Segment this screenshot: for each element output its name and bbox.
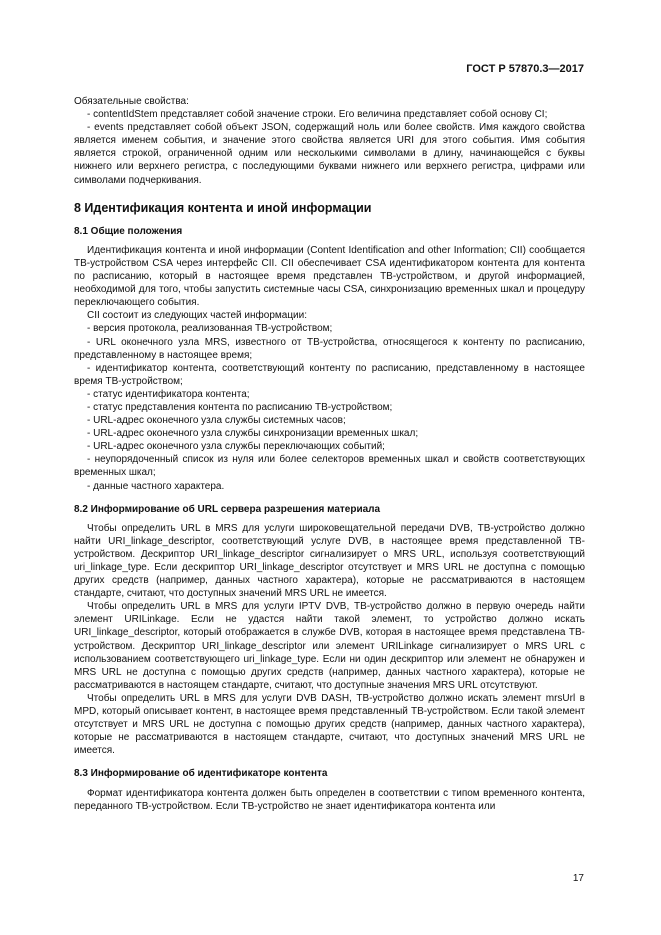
paragraph: Чтобы определить URL в MRS для услуги IPTV DVB, ТВ-устройство должно в первую очередь найти элемент URILinkage. Если не удастся найти такой элемент, то устройство должно искать URI_linkage_descriptor, который отображается в службе DVB, которая в настоящее время представлена ТВ-устройством. Дескриптор URI_linkage_descriptor или элемент URILinkage сигнализирует о MRS URL с использованием соответствующего uri_linkage_type. Если ни один дескриптор или элемент не обнаружен и MRS URL не доступна с помощью других средств (например, данных частного характера), которые не рассматриваются в настоящем стандарте, считают, что доступные значения MRS URL отсутствуют. xyxy=(74,601,585,691)
list-item: - версия протокола, реализованная ТВ-устройством; xyxy=(87,323,333,335)
list-item: - идентификатор контента, соответствующий контенту по расписанию, представленному в настоящее время ТВ-устройством; xyxy=(74,362,585,387)
section-8-1-title: 8.1 Общие положения xyxy=(74,225,183,237)
paragraph: Идентификация контента и иной информации (Content Identification and other Information; CII) сообщается ТВ-устройством CSA через интерфейс CII. CII обеспечивает CSA идентификатором контента для контента по расписанию, который в настоящее время представлен ТВ-устройством, и другой информацией, необходимой для того, чтобы запустить системные часы CSA, синхронизацию временных шкал и процедуру переключающего события. xyxy=(74,244,585,309)
page-content xyxy=(74,95,585,813)
paragraph: Чтобы определить URL в MRS для услуги широковещательной передачи DVB, ТВ-устройство должно найти URI_linkage_descriptor, соответствующий услуге DVB, в настоящее время представленной ТВ-устройством. Дескриптор URI_linkage_descriptor сигнализирует о MRS URL, используя соответствующий uri_linkage_type. Если дескриптор URI_linkage_descriptor отсутствует и MRS URL не доступна с помощью других средств (например, данных частного характера), которые не рассматриваются в настоящем стандарте, считают, что доступных значений MRS URL не имеется. xyxy=(74,522,585,600)
section-8-2-title: 8.2 Информирование об URL сервера разрешения материала xyxy=(74,503,381,515)
section-8-title: 8 Идентификация контента и иной информации xyxy=(74,200,372,215)
list-item: - неупорядоченный список из нуля или более селекторов временных шкал и свойств соответствующих временных шкал; xyxy=(74,454,585,479)
paragraph: Чтобы определить URL в MRS для услуги DVB DASH, ТВ-устройство должно искать элемент mrsUrl в MPD, который описывает контент, в настоящее время представленный ТВ-устройством. Если такой элемент отсутствует и MRS URL не доступна с помощью других средств (например, данных частного характера), которые не рассматриваются в настоящем стандарте, считают, что доступных значений MRS URL не имеется. xyxy=(74,692,585,757)
document-header: ГОСТ Р 57870.3—2017 xyxy=(466,63,584,75)
list-item: - статус представления контента по расписанию ТВ-устройством; xyxy=(87,401,393,413)
page-number: 17 xyxy=(572,873,584,884)
intro-item: - events представляет собой объект JSON, содержащий ноль или более свойств. Имя каждого свойства является именем события, и значение этого свойства является URI для этого события. Имя события является строкой, ограниченной одним или несколькими символами в длину, начинающейся с буквы нижнего или верхнего регистра, с последующими буквами нижнего или верхнего регистра, цифрами или символами подчеркивания. xyxy=(74,122,585,186)
list-item: - URL оконечного узла MRS, известного от ТВ-устройства, относящегося к контенту по расписанию, представленному в настоящее время; xyxy=(74,336,585,361)
list-item: - данные частного характера. xyxy=(87,480,225,492)
intro-item: - contentIdStem представляет собой значение строки. Его величина представляет собой основу CI; xyxy=(87,109,548,121)
paragraph: Формат идентификатора контента должен быть определен в соответствии с типом временного контента, переданного ТВ-устройством. Если ТВ-устройство не знает идентификатора контента или xyxy=(74,787,585,812)
section-8-3-title: 8.3 Информирование об идентификаторе контента xyxy=(74,768,328,780)
list-item: - URL-адрес оконечного узла службы синхронизации временных шкал; xyxy=(87,428,419,440)
list-item: - URL-адрес оконечного узла службы системных часов; xyxy=(87,415,346,427)
paragraph: CII состоит из следующих частей информации: xyxy=(87,310,307,322)
list-item: - URL-адрес оконечного узла службы переключающих событий; xyxy=(87,441,385,453)
intro-label: Обязательные свойства: xyxy=(74,96,189,107)
list-item: - статус идентификатора контента; xyxy=(87,388,250,400)
